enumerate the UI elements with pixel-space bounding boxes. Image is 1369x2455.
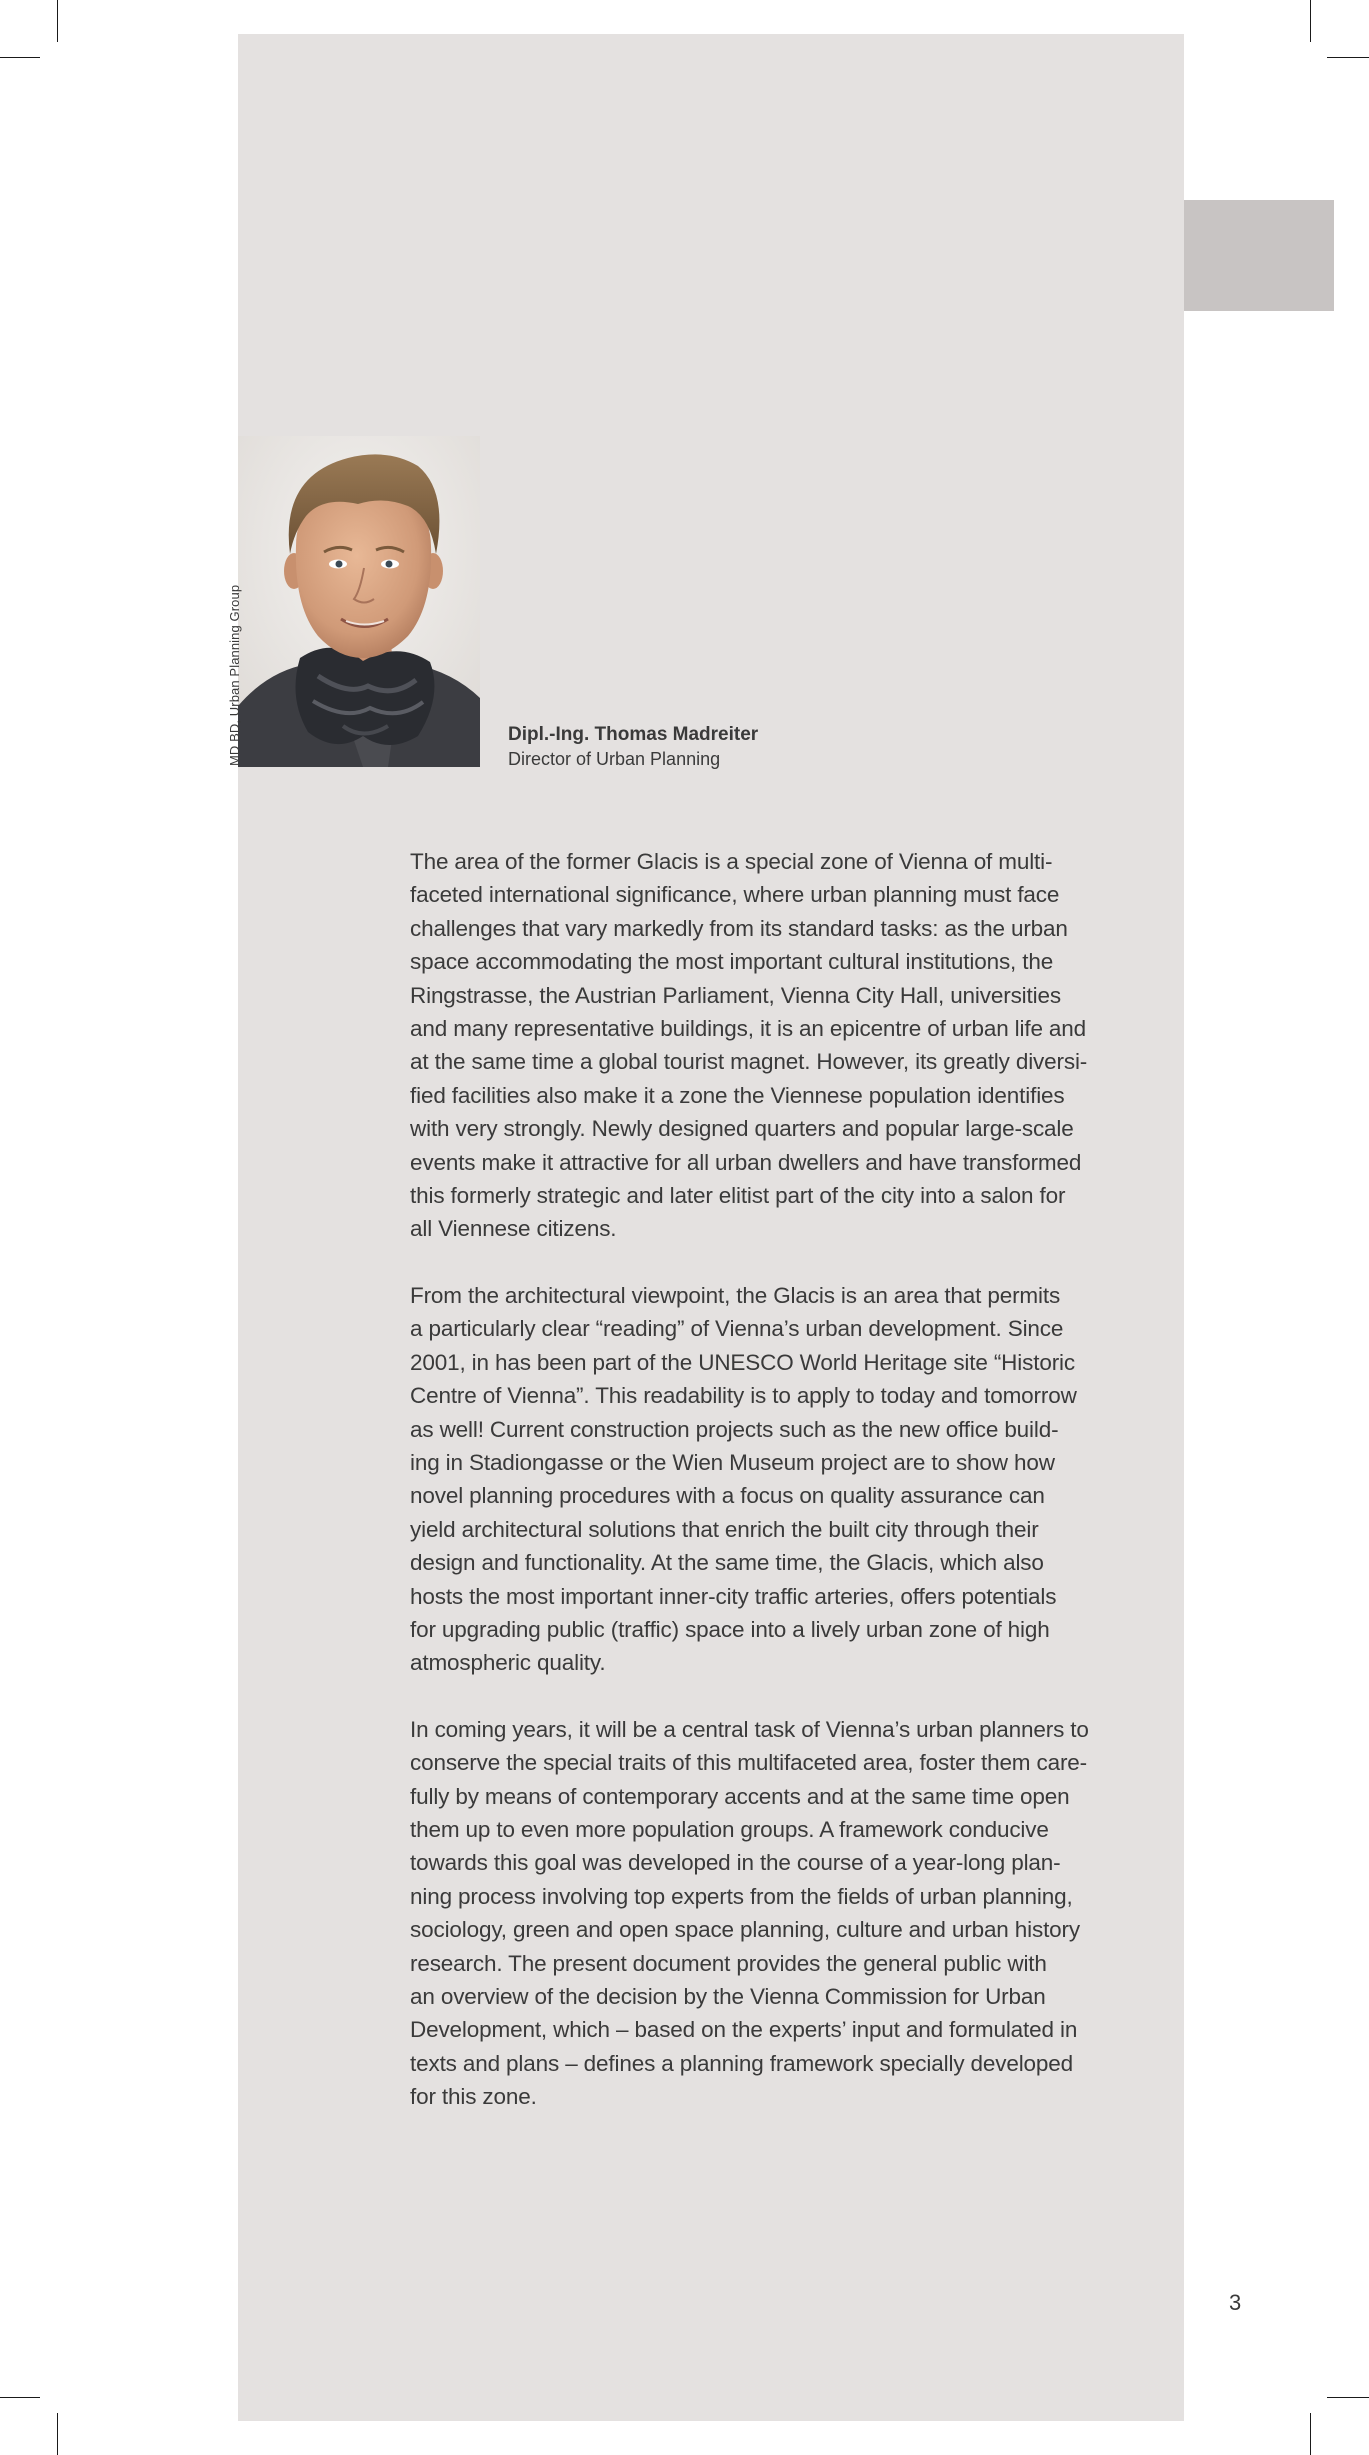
crop-mark-top-right-horizontal (1327, 57, 1369, 58)
portrait-photo (238, 436, 480, 767)
crop-mark-top-left-horizontal (0, 57, 40, 58)
foreword-text (410, 845, 1162, 2147)
paragraph: The area of the former Glacis is a special zone of Vienna of multi- faceted international significance, where urban planning must face challenges that vary markedly from its standard tasks: as the urban space accommodating the most important cultural institutions, the Ringstrasse, the Austrian Parliament, Vienna City Hall, universities and many representative buildings, it is an epicentre of urban life and at the same time a global tourist magnet. However, its greatly diversi- fied facilities also make it a zone the Viennese population identifies with very strongly. Newly designed quarters and popular large-scale events make it attractive for all urban dwellers and have transformed this formerly strategic and later elitist part of the city into a salon for all Viennese citizens. (410, 849, 1088, 1242)
crop-mark-bottom-left-vertical (57, 2413, 58, 2455)
paragraph: In coming years, it will be a central task of Vienna’s urban planners to conserve the special traits of this multifaceted area, foster them care- fully by means of contemporary accents and at the same time open them up to even more population groups. A framework conducive towards this goal was developed in the course of a year-long plan- ning process involving top experts from the fields of urban planning, sociology, green and open space planning, culture and urban history research. The present document provides the general public with an overview of the decision by the Vienna Commission for Urban Development, which – based on the experts’ input and formulated in texts and plans – defines a planning framework specially developed for this zone. (410, 1716, 1089, 2110)
section-tab (1184, 200, 1334, 311)
author-role: Director of Urban Planning (508, 749, 721, 769)
crop-mark-bottom-right-horizontal (1327, 2397, 1369, 2398)
photo-credit: MD BD, Urban Planning Group (227, 584, 242, 766)
crop-mark-top-left-vertical (57, 0, 58, 42)
page-number: 3 (1229, 2290, 1242, 2315)
author-block (508, 722, 758, 771)
author-name: Dipl.-Ing. Thomas Madreiter (508, 724, 759, 745)
crop-mark-bottom-left-horizontal (0, 2397, 40, 2398)
crop-mark-top-right-vertical (1310, 0, 1311, 42)
crop-mark-bottom-right-vertical (1310, 2413, 1311, 2455)
paragraph: From the architectural viewpoint, the Glacis is an area that permits a particularly clear “reading” of Vienna’s urban development. Since 2001, in has been part of the UNESCO World Heritage site “Historic Centre of Vienna”. This readability is to apply to today and tomorrow as well! Current construction projects such as the new office build- ing in Stadiongasse or the Wien Museum project are to show how novel planning procedures with a focus on quality assurance can yield architectural solutions that enrich the built city through their design and functionality. At the same time, the Glacis, which also hosts the most important inner-city traffic arteries, offers potentials for upgrading public (traffic) space into a lively urban zone of high atmospheric quality. (410, 1282, 1077, 1676)
